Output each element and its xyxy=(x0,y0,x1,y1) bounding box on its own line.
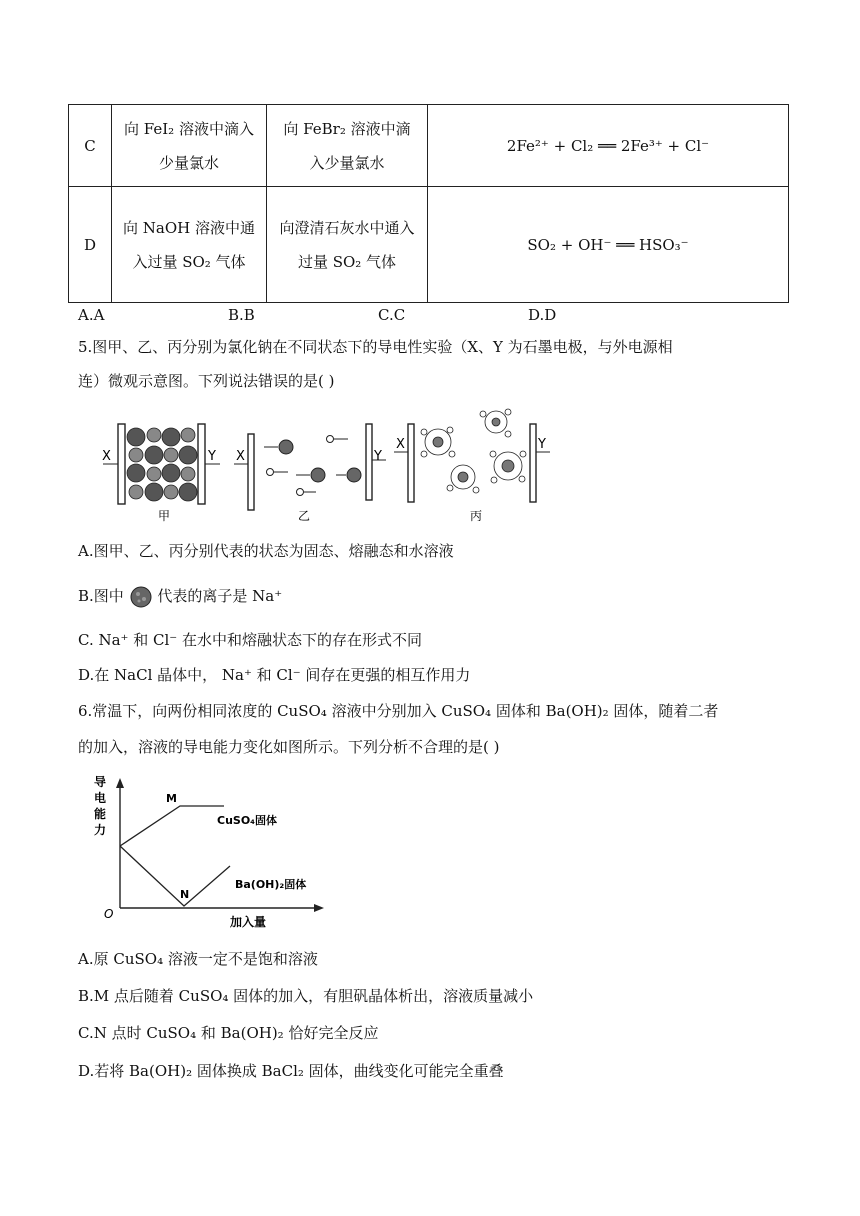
point-m-label: M xyxy=(166,792,177,805)
table-cell: 向 NaOH 溶液中通入过量 SO₂ 气体 xyxy=(112,187,267,303)
series-cuso4-label: CuSO₄固体 xyxy=(217,814,277,827)
cuso4-series-line xyxy=(120,806,224,846)
electrode-y-label: Y xyxy=(538,437,546,452)
option-d: D.D xyxy=(528,306,557,324)
q5-option-a: A.图甲、乙、丙分别代表的状态为固态、熔融态和水溶液 xyxy=(78,542,454,560)
svg-text:电: 电 xyxy=(94,791,107,805)
option-b: B.B xyxy=(228,306,255,324)
table-cell: 向 FeBr₂ 溶液中滴入少量氯水 xyxy=(267,105,428,187)
q6-option-b: B.M 点后随着 CuSO₄ 固体的加入，有胆矾晶体析出，溶液质量减小 xyxy=(78,987,534,1005)
q5-stem-2: 连）微观示意图。下列说法错误的是( ) xyxy=(78,372,335,390)
q6-stem-1: 6.常温下，向两份相同浓度的 CuSO₄ 溶液中分别加入 CuSO₄ 固体和 Ba(OH)₂ 固体，随着二者 xyxy=(78,702,719,720)
row-label: C xyxy=(69,105,112,187)
q6-stem-2: 的加入，溶液的导电能力变化如图所示。下列分析不合理的是( ) xyxy=(78,738,500,756)
table-row xyxy=(69,105,789,187)
conductivity-chart xyxy=(92,772,332,932)
nacl-conductivity-figure xyxy=(98,402,568,524)
point-n-label: N xyxy=(180,888,190,901)
electrode-y-label: Y xyxy=(374,449,382,464)
ion-sphere-icon xyxy=(129,585,153,609)
q6-option-d: D.若将 Ba(OH)₂ 固体换成 BaCl₂ 固体，曲线变化可能完全重叠 xyxy=(78,1062,504,1080)
baoh2-series-line xyxy=(120,846,230,906)
equation-cell: SO₂ + OH⁻ ══ HSO₃⁻ xyxy=(428,187,789,303)
q5-stem-1: 5.图甲、乙、丙分别为氯化钠在不同状态下的导电性实验（X、Y 为石墨电极，与外电源相 xyxy=(78,338,673,356)
electrode-x-label: X xyxy=(102,449,111,464)
table-cell: 向 FeI₂ 溶液中滴入少量氯水 xyxy=(112,105,267,187)
row-label: D xyxy=(69,187,112,303)
q5-option-d: D.在 NaCl 晶体中， Na⁺ 和 Cl⁻ 间存在更强的相互作用力 xyxy=(78,666,471,684)
label-bing: 丙 xyxy=(470,509,483,523)
q5-option-b xyxy=(78,585,282,609)
svg-text:能: 能 xyxy=(94,807,107,821)
option-b-prefix: B.图中 xyxy=(78,587,124,605)
electrode-x-label: X xyxy=(396,437,405,452)
option-c: C.C xyxy=(378,306,406,324)
q5-option-c: C. Na⁺ 和 Cl⁻ 在水中和熔融状态下的存在形式不同 xyxy=(78,631,422,649)
table-row xyxy=(69,187,789,303)
q6-option-a: A.原 CuSO₄ 溶液一定不是饱和溶液 xyxy=(78,950,318,968)
equation-cell: 2Fe²⁺ + Cl₂ ══ 2Fe³⁺ + Cl⁻ xyxy=(428,105,789,187)
electrode-x-label: X xyxy=(236,449,245,464)
electrode-y-label: Y xyxy=(208,449,216,464)
q6-option-c: C.N 点时 CuSO₄ 和 Ba(OH)₂ 恰好完全反应 xyxy=(78,1024,379,1042)
option-b-suffix: 代表的离子是 Na⁺ xyxy=(157,587,283,605)
svg-text:力: 力 xyxy=(94,823,107,837)
option-a: A.A xyxy=(78,306,105,324)
series-baoh2-label: Ba(OH)₂固体 xyxy=(235,878,307,891)
table-cell: 向澄清石灰水中通入过量 SO₂ 气体 xyxy=(267,187,428,303)
origin-label: O xyxy=(104,907,114,921)
y-axis-label-1: 导 xyxy=(94,775,107,789)
label-jia: 甲 xyxy=(158,509,171,523)
label-yi: 乙 xyxy=(298,509,311,523)
answer-table xyxy=(68,104,789,303)
x-axis-label: 加入量 xyxy=(230,915,267,929)
